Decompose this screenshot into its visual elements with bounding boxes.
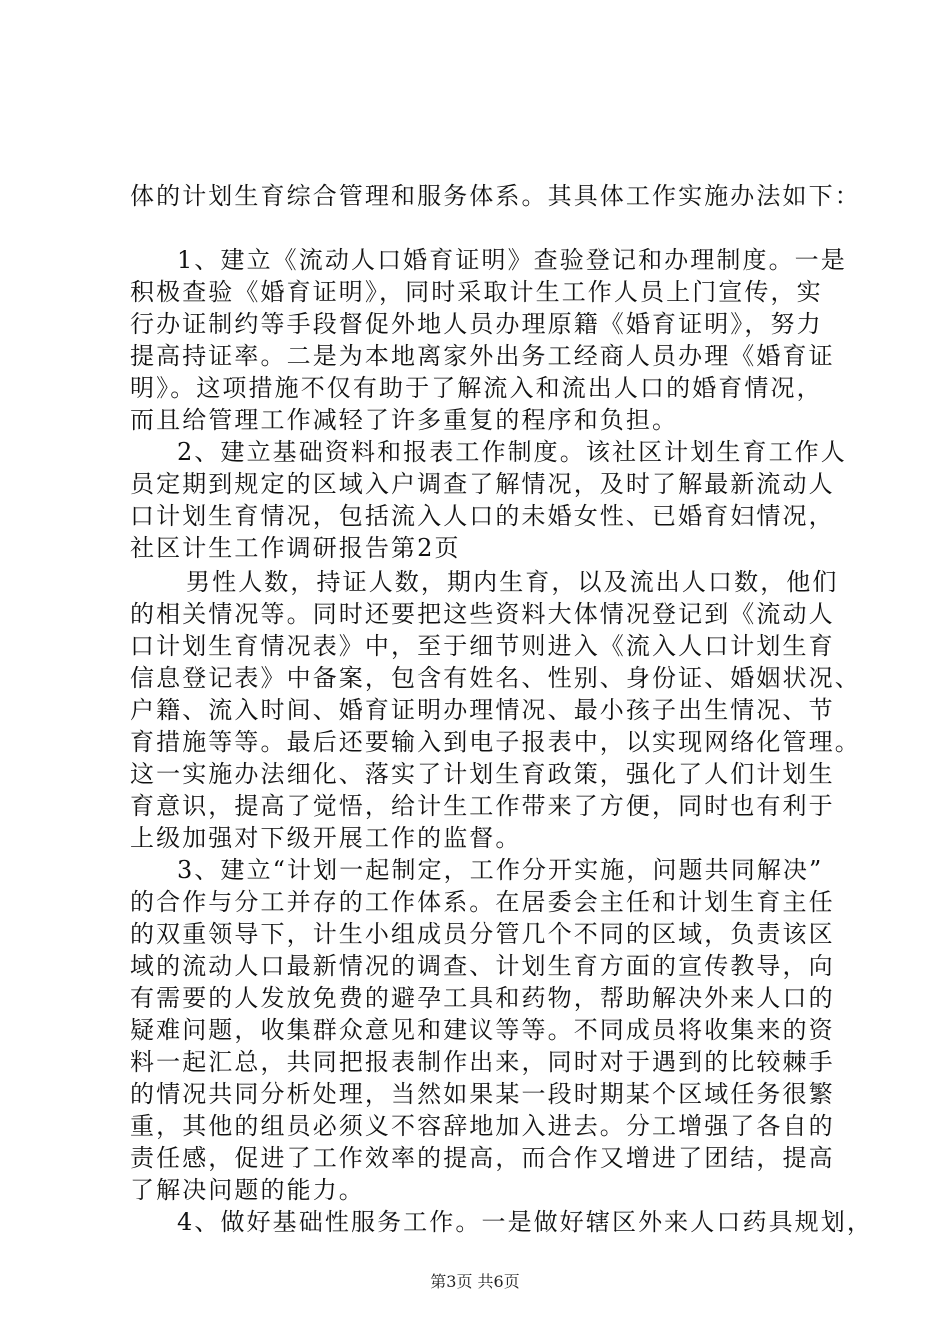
text-line: 料一起汇总，共同把报表制作出来，同时对于遇到的比较棘手 [130, 1048, 835, 1076]
text-line: 育意识，提高了觉悟，给计生工作带来了方便，同时也有利于 [130, 792, 835, 820]
text-line: 4、做好基础性服务工作。一是做好辖区外来人口药具规划， [177, 1208, 873, 1236]
text-line: 疑难问题，收集群众意见和建议等等。不同成员将收集来的资 [130, 1016, 835, 1044]
text-line: 域的流动人口最新情况的调查、计划生育方面的宣传教导，向 [130, 952, 835, 980]
text-line: 而且给管理工作减轻了许多重复的程序和负担。 [130, 406, 679, 434]
text-line: 户籍、流入时间、婚育证明办理情况、最小孩子出生情况、节 [130, 696, 835, 724]
text-line: 信息登记表》中备案，包含有姓名、性别、身份证、婚姻状况、 [130, 664, 861, 692]
text-line: 的合作与分工并存的工作体系。在居委会主任和计划生育主任 [130, 888, 835, 916]
text-line: 1、建立《流动人口婚育证明》查验登记和办理制度。一是 [177, 246, 847, 274]
text-line: 口计划生育情况表》中，至于细节则进入《流入人口计划生育 [130, 632, 835, 660]
text-line: 2、建立基础资料和报表工作制度。该社区计划生育工作人 [177, 438, 847, 466]
text-line: 的相关情况等。同时还要把这些资料大体情况登记到《流动人 [130, 600, 835, 628]
text-line: 社区计生工作调研报告第2页 [130, 534, 461, 562]
text-line: 积极查验《婚育证明》，同时采取计生工作人员上门宣传，实 [130, 278, 823, 306]
text-line: 明》。这项措施不仅有助于了解流入和流出人口的婚育情况， [130, 374, 823, 402]
text-line: 重，其他的组员必须义不容辞地加入进去。分工增强了各自的 [130, 1112, 835, 1140]
text-line: 体的计划生育综合管理和服务体系。其具体工作实施办法如下： [130, 182, 861, 210]
text-line: 上级加强对下级开展工作的监督。 [130, 824, 522, 852]
text-line: 有需要的人发放免费的避孕工具和药物，帮助解决外来人口的 [130, 984, 835, 1012]
text-line: 了解决问题的能力。 [130, 1176, 365, 1204]
text-line: 的情况共同分析处理，当然如果某一段时期某个区域任务很繁 [130, 1080, 835, 1108]
page-footer: 第3页 共6页 [430, 1272, 520, 1291]
text-line: 3、建立“计划一起制定，工作分开实施，问题共同解决” [177, 856, 824, 884]
text-line: 的双重领导下，计生小组成员分管几个不同的区域，负责该区 [130, 920, 835, 948]
text-line: 男性人数，持证人数，期内生育，以及流出人口数，他们 [186, 568, 839, 596]
text-line: 行办证制约等手段督促外地人员办理原籍《婚育证明》，努力 [130, 310, 823, 338]
text-line: 提高持证率。二是为本地离家外出务工经商人员办理《婚育证 [130, 342, 835, 370]
text-line: 责任感，促进了工作效率的提高，而合作又增进了团结，提高 [130, 1144, 835, 1172]
text-line: 这一实施办法细化、落实了计划生育政策，强化了人们计划生 [130, 760, 835, 788]
text-line: 员定期到规定的区域入户调查了解情况，及时了解最新流动人 [130, 470, 835, 498]
text-line: 口计划生育情况，包括流入人口的未婚女性、已婚育妇情况， [130, 502, 835, 530]
text-line: 育措施等等。最后还要输入到电子报表中，以实现网络化管理。 [130, 728, 861, 756]
